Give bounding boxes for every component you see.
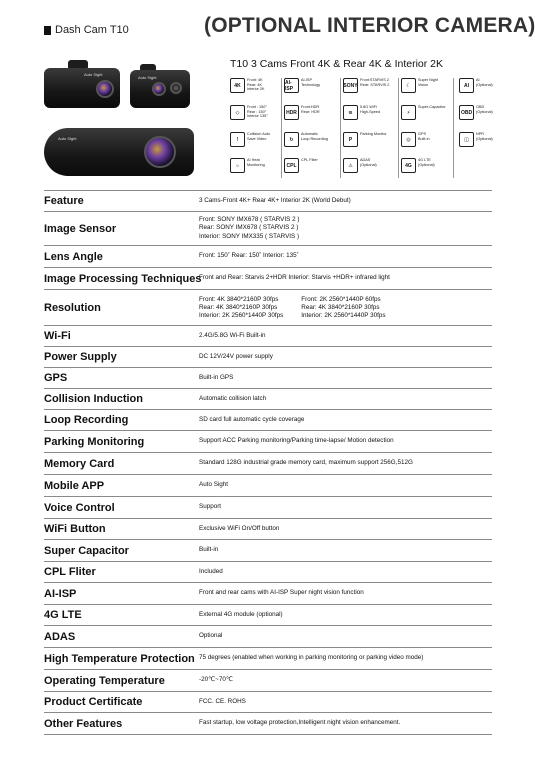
feature-text: Parking Monitor bbox=[360, 132, 387, 136]
spec-value: Exclusive WiFi On/Off button bbox=[199, 524, 280, 532]
spec-label: Loop Recording bbox=[44, 414, 129, 426]
spec-value: Built-in GPS bbox=[199, 373, 234, 381]
spec-value bbox=[199, 216, 299, 241]
spec-row-memory-card bbox=[44, 453, 492, 475]
feature-item bbox=[343, 132, 396, 147]
feature-item bbox=[401, 105, 454, 120]
spec-row-other bbox=[44, 713, 492, 735]
spec-row-feature bbox=[44, 190, 492, 212]
feature-item bbox=[284, 132, 337, 147]
spec-value: 3 Cams-Front 4K+ Rear 4K+ Interior 2K (World Debut) bbox=[199, 196, 351, 204]
night-vision-icon: ☾ bbox=[401, 78, 416, 93]
lte-icon: 4G bbox=[401, 158, 416, 173]
spec-label: Collision Induction bbox=[44, 393, 143, 405]
feature-text: Collision Auto Save Video bbox=[247, 132, 271, 141]
feature-text: Front: 4K Rear: 4K Interior 2K bbox=[247, 78, 265, 92]
wifi-icon: ≋ bbox=[343, 105, 358, 120]
spec-label: Operating Temperature bbox=[44, 674, 165, 687]
spec-value: Front and Rear: Starvis 2+HDR Interior: Starvis +HDR+ infrared light bbox=[199, 274, 390, 282]
main-cam-image bbox=[44, 128, 194, 176]
spec-label: WiFi Button bbox=[44, 523, 106, 535]
feature-text: Front : 150° Rear : 150° Interior 135° bbox=[247, 105, 268, 119]
loop-icon: ↻ bbox=[284, 132, 299, 147]
feature-item bbox=[284, 158, 337, 173]
feature-text: GPS Built-in bbox=[418, 132, 430, 141]
hdr-icon: HDR bbox=[284, 105, 299, 120]
spec-row-wifi-button bbox=[44, 519, 492, 540]
feature-item bbox=[230, 158, 283, 173]
feature-item bbox=[343, 105, 396, 120]
feature-text: 5.8G WiFi High-Speed bbox=[360, 105, 381, 114]
feature-text: ADAS (Optional) bbox=[360, 158, 377, 167]
heat-icon: ☼ bbox=[230, 158, 245, 173]
resolution-line: Front: 2K 2560*1440P 60fps bbox=[301, 295, 381, 303]
feature-item bbox=[401, 158, 454, 173]
feature-text: Automatic Loop Recording bbox=[301, 132, 328, 141]
gps-icon: ◎ bbox=[401, 132, 416, 147]
capacitor-icon: ⚡ bbox=[401, 105, 416, 120]
spec-value: Included bbox=[199, 567, 223, 575]
parking-icon: P bbox=[343, 132, 358, 147]
rear-cam-image bbox=[130, 70, 190, 108]
grid-divider bbox=[281, 78, 282, 178]
spec-row-image-sensor bbox=[44, 212, 492, 246]
spec-value: 2.4G/5.8G Wi-Fi Built-in bbox=[199, 331, 266, 339]
spec-label: ADAS bbox=[44, 630, 76, 643]
page-title: (OPTIONAL INTERIOR CAMERA) bbox=[204, 14, 535, 37]
feature-item bbox=[230, 105, 283, 120]
spec-row-gps bbox=[44, 368, 492, 389]
spec-label: CPL Fliter bbox=[44, 566, 96, 578]
feature-text: NPR (Optional) bbox=[476, 132, 493, 141]
spec-value: Front: 150˚ Rear: 150˚ Interior: 135˚ bbox=[199, 252, 299, 260]
resolution-column bbox=[301, 296, 385, 320]
spec-value: -20℃~70℃ bbox=[199, 676, 233, 684]
brand bbox=[44, 24, 129, 36]
grid-divider bbox=[398, 78, 399, 178]
feature-item bbox=[401, 132, 454, 147]
feature-item bbox=[459, 132, 512, 147]
spec-label: High Temperature Protection bbox=[44, 652, 195, 665]
collision-icon: ! bbox=[230, 132, 245, 147]
feature-text: AI-ISP Technology bbox=[301, 78, 321, 87]
feature-icon-grid bbox=[230, 78, 494, 180]
spec-row-power-supply bbox=[44, 347, 492, 368]
spec-row-adas bbox=[44, 626, 492, 648]
front-cam-label: Auto Sight bbox=[84, 72, 103, 77]
rear-cam-lens-icon bbox=[152, 82, 166, 96]
brand-name: Dash Cam T10 bbox=[55, 24, 129, 36]
feature-item bbox=[401, 78, 454, 93]
ai-icon: AI bbox=[459, 78, 474, 93]
spec-row-lens-angle bbox=[44, 246, 492, 268]
adas-icon: ⚠ bbox=[343, 158, 358, 173]
sony-icon: SONY bbox=[343, 78, 358, 93]
spec-row-super-capacitor bbox=[44, 540, 492, 562]
feature-item bbox=[343, 78, 396, 93]
spec-value: DC 12V/24V power supply bbox=[199, 352, 273, 360]
obd-icon: OBD bbox=[459, 105, 474, 120]
spec-value: Support ACC Parking monitoring/Parking time-lapse/ Motion detection bbox=[199, 437, 394, 445]
spec-value: Standard 128G industrial grade memory card, maximum support 256G,512G bbox=[199, 459, 413, 467]
spec-label: Lens Angle bbox=[44, 250, 103, 263]
spec-row-high-temp bbox=[44, 648, 492, 670]
feature-item bbox=[284, 105, 337, 120]
spec-row-collision bbox=[44, 389, 492, 410]
spec-label: Resolution bbox=[44, 301, 101, 314]
feature-text: Super-Capacitor bbox=[418, 105, 446, 109]
rear-cam-label: Auto Sight bbox=[138, 75, 157, 80]
spec-value: FCC. CE. ROHS bbox=[199, 697, 246, 705]
front-cam-lens-icon bbox=[96, 80, 114, 98]
spec-value: Support bbox=[199, 503, 222, 511]
spec-value: External 4G module (optional) bbox=[199, 610, 283, 618]
feature-text: AI (Optional) bbox=[476, 78, 493, 87]
spec-row-loop-recording bbox=[44, 410, 492, 431]
feature-item bbox=[230, 132, 283, 147]
spec-label: Super Capacitor bbox=[44, 544, 129, 557]
interior-cam-lens-icon bbox=[170, 82, 182, 94]
resolution-column bbox=[199, 296, 283, 320]
spec-value: Built-in bbox=[199, 546, 219, 554]
spec-row-mobile-app bbox=[44, 475, 492, 497]
feature-item bbox=[459, 78, 512, 93]
grid-divider bbox=[453, 78, 454, 178]
spec-row-ai-isp bbox=[44, 583, 492, 605]
resolution-grid bbox=[199, 296, 404, 320]
feature-text: OBD (Optional) bbox=[476, 105, 493, 114]
spec-label: Product Certificate bbox=[44, 696, 143, 708]
front-cam-image bbox=[44, 68, 120, 108]
spec-label: Image Sensor bbox=[44, 222, 117, 235]
spec-row-image-processing bbox=[44, 268, 492, 290]
spec-label: Image Processing Techniques bbox=[44, 272, 202, 285]
spec-row-resolution bbox=[44, 290, 492, 326]
resolution-line: Rear: 4K 3840*2160P 30fps bbox=[199, 303, 278, 311]
spec-row-operating-temp bbox=[44, 670, 492, 692]
spec-value: Automatic collision latch bbox=[199, 394, 267, 402]
spec-row-voice-control bbox=[44, 497, 492, 519]
grid-divider bbox=[340, 78, 341, 178]
spec-value-line: Rear: SONY IMX678 ( STARVIS 2 ) bbox=[199, 224, 299, 232]
brand-square-icon bbox=[44, 26, 51, 35]
spec-value: 75 degrees (enabled when working in parking monitoring or parking video mode) bbox=[199, 654, 424, 662]
feature-text: Super Night Vision bbox=[418, 78, 439, 87]
feature-item bbox=[343, 158, 396, 173]
spec-value: Front and rear cams with AI-ISP Super night vision function bbox=[199, 589, 364, 597]
npr-icon: ◫ bbox=[459, 132, 474, 147]
spec-label: Mobile APP bbox=[44, 479, 105, 492]
spec-label: Wi-Fi bbox=[44, 330, 71, 342]
feature-item bbox=[230, 78, 283, 93]
spec-label: Power Supply bbox=[44, 351, 117, 363]
page-subtitle: T10 3 Cams Front 4K & Rear 4K & Interior 2K bbox=[230, 58, 444, 70]
main-cam-label: Auto Sight bbox=[58, 136, 77, 141]
4k-icon: 4K bbox=[230, 78, 245, 93]
feature-item bbox=[284, 78, 337, 93]
resolution-line: Rear: 4K 3840*2160P 30fps bbox=[301, 303, 380, 311]
angle-icon: ◇ bbox=[230, 105, 245, 120]
spec-label: Other Features bbox=[44, 717, 123, 730]
spec-row-wifi bbox=[44, 326, 492, 347]
spec-label: Memory Card bbox=[44, 457, 115, 470]
spec-label: AI-ISP bbox=[44, 587, 77, 600]
feature-text: 4G LTE (Optional) bbox=[418, 158, 435, 167]
spec-value: Auto Sight bbox=[199, 481, 229, 489]
spec-value: Fast startup, low voltage protection,Intelligent night vision enhancement. bbox=[199, 719, 401, 727]
feature-text: Front:HDR Rear: HDR bbox=[301, 105, 320, 114]
spec-label: Feature bbox=[44, 195, 84, 207]
feature-text: AI Heat Monitoring bbox=[247, 158, 265, 167]
feature-item bbox=[459, 105, 512, 120]
spec-table bbox=[44, 190, 492, 735]
spec-row-certificate bbox=[44, 692, 492, 713]
feature-text: CPL Filter bbox=[301, 158, 318, 162]
spec-value-line: Interior: SONY IMX335 ( STARVIS ) bbox=[199, 232, 300, 240]
spec-label: Voice Control bbox=[44, 501, 115, 514]
spec-label: Parking Monitoring bbox=[44, 435, 145, 448]
main-cam-lens-icon bbox=[144, 136, 176, 168]
cpl-icon: CPL bbox=[284, 158, 299, 173]
resolution-line: Interior: 2K 2560*1440P 30fps bbox=[199, 311, 284, 319]
resolution-line: Front: 4K 3840*2160P 30fps bbox=[199, 295, 279, 303]
spec-label: 4G LTE bbox=[44, 609, 82, 621]
spec-row-4g-lte bbox=[44, 605, 492, 626]
spec-label: GPS bbox=[44, 372, 68, 384]
spec-value: SD card full automatic cycle coverage bbox=[199, 415, 305, 423]
feature-text: Front:STARVIS 2 Rear: STARVIS 2 bbox=[360, 78, 390, 87]
spec-value: Optional bbox=[199, 632, 223, 640]
spec-row-parking bbox=[44, 431, 492, 453]
ai-isp-icon: AI-ISP bbox=[284, 78, 299, 93]
spec-row-cpl bbox=[44, 562, 492, 583]
spec-value-line: Front: SONY IMX678 ( STARVIS 2 ) bbox=[199, 215, 300, 223]
resolution-line: Interior: 2K 2560*1440P 30fps bbox=[301, 311, 386, 319]
product-images bbox=[40, 60, 200, 185]
